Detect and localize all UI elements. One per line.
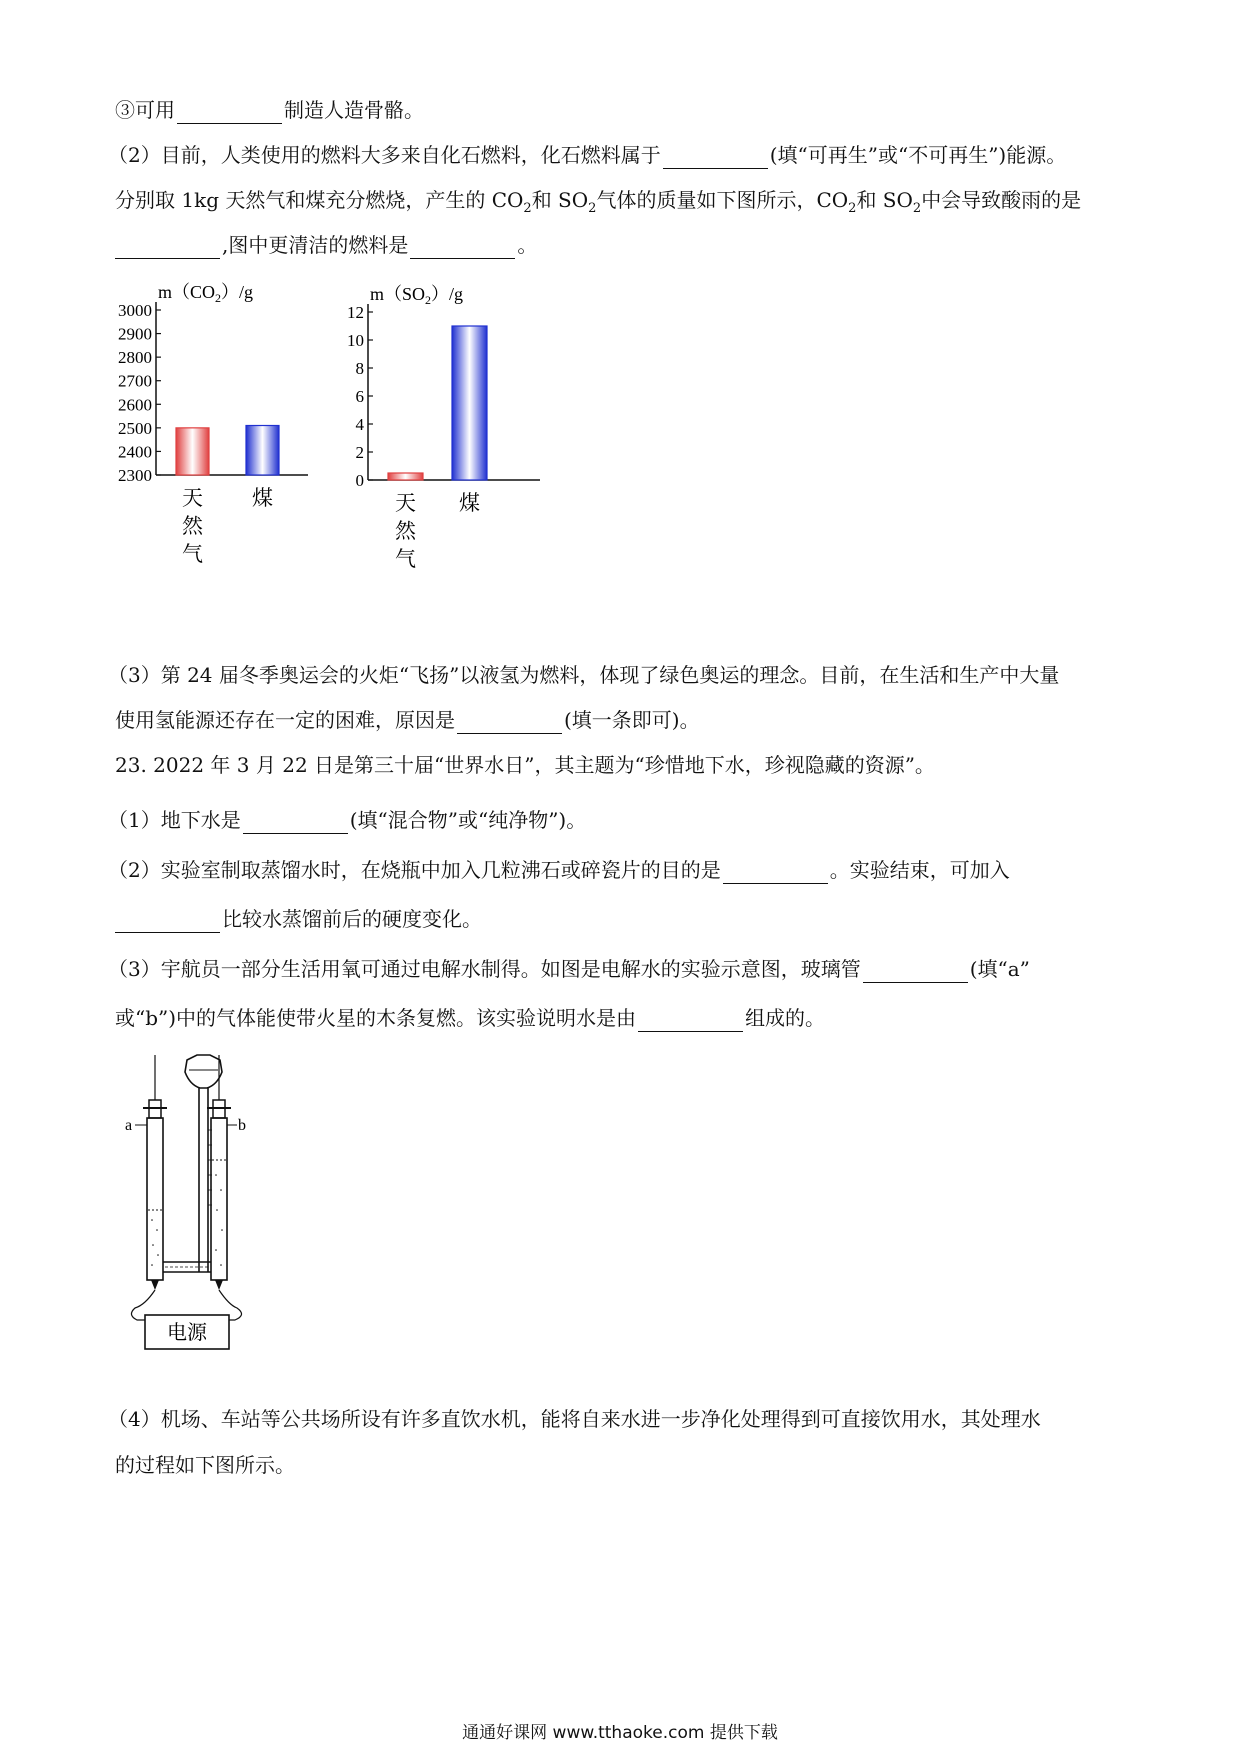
q23-part1: （1）地下水是 (填“混合物”或“纯净物”)。 — [108, 808, 587, 832]
answer-blank[interactable] — [663, 146, 768, 169]
q23-part2-line2: 比较水蒸馏前后的硬度变化。 — [115, 905, 482, 933]
electrolysis-apparatus-diagram — [125, 1050, 295, 1380]
y-tick-label: 2300 — [118, 466, 152, 485]
y-tick-label: 8 — [355, 359, 364, 378]
category-label: 天然气 — [395, 491, 416, 571]
y-tick-label: 0 — [355, 471, 364, 490]
q22-part2-line2: 分别取 1kg 天然气和煤充分燃烧，产生的 $CO_2$和 $SO_2$气体的质量如下图所示，$CO_2$和 $SO_2$中会导致酸雨的是 — [115, 188, 1082, 216]
answer-blank[interactable] — [177, 101, 282, 124]
y-tick-label: 2600 — [118, 395, 152, 415]
q22-part3-line1: （3）第 24 届冬季奥运会的火炬“飞扬”以液氢为燃料，体现了绿色奥运的理念。目前，在生活和生产中大量 — [108, 663, 1060, 687]
q22-part3-line2: 使用氢能源还存在一定的困难，原因是 (填一条即可)。 — [115, 708, 700, 732]
category-label: 煤 — [459, 491, 480, 515]
co2-bar-chart — [100, 282, 340, 630]
y-axis-label: $m(CO_2)/g$ — [158, 282, 254, 305]
page-footer: 通通好课网 www.tthaoke.com 提供下载 — [462, 1723, 778, 1743]
y-tick-label: 2700 — [118, 371, 152, 391]
answer-blank[interactable] — [115, 910, 220, 933]
answer-blank[interactable] — [115, 236, 220, 259]
tube-b-label: b — [238, 1117, 246, 1134]
answer-blank[interactable] — [863, 960, 968, 983]
q23-part4-line1: （4）机场、车站等公共场所设有许多直饮水机，能将自来水进一步净化处理得到可直接饮用水，其处理水 — [108, 1407, 1041, 1431]
y-tick-label: 12 — [347, 303, 364, 322]
y-tick-label: 2400 — [118, 442, 152, 462]
answer-blank[interactable] — [410, 236, 515, 259]
q23-title: 23. 2022 年 3 月 22 日是第三十届“世界水日”，其主题为“珍惜地下水，珍视隐藏的资源”。 — [115, 753, 935, 777]
q22-part2-line3: ,图中更清洁的燃料是 。 — [115, 231, 537, 259]
q23-part3-line1: （3）宇航员一部分生活用氧可通过电解水制得。如图是电解水的实验示意图，玻璃管 (填“a” — [108, 957, 1030, 981]
y-tick-label: 2 — [355, 443, 364, 462]
y-tick-label: 2800 — [118, 348, 152, 368]
y-tick-label: 4 — [355, 415, 364, 434]
q23-part3-line2: 或“b”)中的气体能使带火星的木条复燃。该实验说明水是由 组成的。 — [115, 1006, 826, 1030]
y-axis-label: $m(SO_2)/g$ — [370, 284, 464, 307]
y-tick-label: 10 — [347, 331, 364, 350]
bar-coal — [246, 426, 279, 476]
so2-bar-chart — [340, 284, 560, 630]
y-tick-label: 6 — [355, 387, 364, 406]
y-tick-label: 3000 — [118, 301, 152, 320]
answer-blank[interactable] — [243, 811, 348, 834]
answer-blank[interactable] — [457, 711, 562, 734]
q23-part2-line1: （2）实验室制取蒸馏水时，在烧瓶中加入几粒沸石或碎瓷片的目的是 。实验结束，可加入 — [108, 858, 1010, 882]
q22-part2-line1: （2）目前，人类使用的燃料大多来自化石燃料，化石燃料属于 (填“可再生”或“不可再生”)能源。 — [108, 143, 1067, 167]
bar-natural-gas — [388, 473, 423, 480]
tube-a-label: a — [125, 1117, 133, 1134]
answer-blank[interactable] — [723, 861, 828, 884]
power-supply-label: 电源 — [167, 1320, 207, 1344]
answer-blank[interactable] — [638, 1009, 743, 1032]
category-label: 天然气 — [182, 486, 203, 566]
q22-item3: ③可用 制造人造骨骼。 — [115, 98, 424, 122]
y-tick-label: 2500 — [118, 418, 152, 438]
bar-natural-gas — [176, 428, 209, 475]
q23-part4-line2: 的过程如下图所示。 — [115, 1453, 295, 1477]
bar-coal — [452, 326, 487, 480]
y-tick-label: 2900 — [118, 324, 152, 344]
category-label: 煤 — [252, 486, 273, 510]
